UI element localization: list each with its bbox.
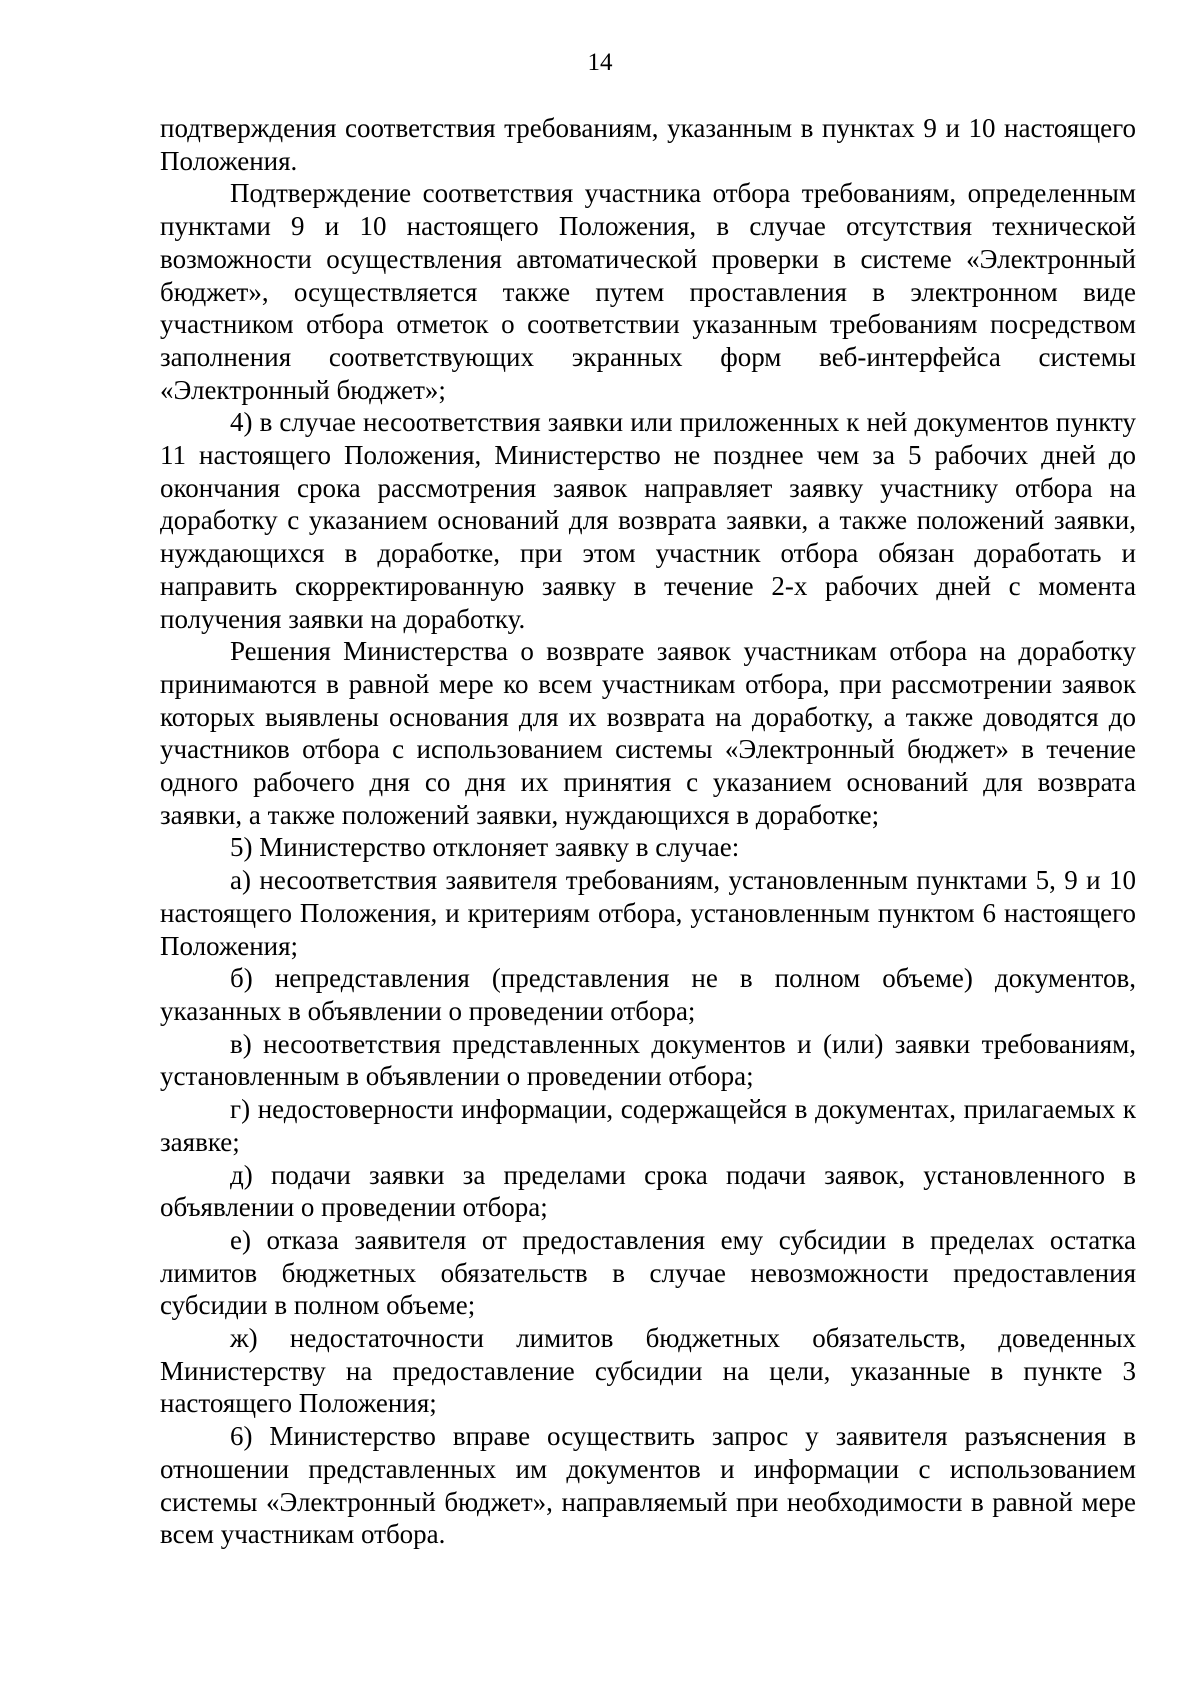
- paragraph-item-5zh: ж) недостаточности лимитов бюджетных обязательств, доведенных Министерству на предоставление субсидии на цели, указанные в пункте 3 настоящего Положения;: [160, 1323, 1136, 1419]
- paragraph-item-5e: е) отказа заявителя от предоставления ему субсидии в пределах остатка лимитов бюджетных обязательств в случае невозможности предоставления субсидии в полном объеме;: [160, 1224, 1136, 1321]
- paragraph-item-5a: а) несоответствия заявителя требованиям, установленным пунктами 5, 9 и 10 настоящего Положения, и критериям отбора, установленным пунктом 6 настоящего Положения;: [160, 865, 1136, 961]
- paragraph-item-5b: б) непредставления (представления не в полном объеме) документов, указанных в объявлении о проведении отбора;: [160, 963, 1136, 1026]
- paragraph-continuation: подтверждения соответствия требованиям, указанным в пунктах 9 и 10 настоящего Положения.: [160, 113, 1136, 176]
- paragraph-confirmation: Подтверждение соответствия участника отбора требованиям, определенным пунктами 9 и 10 настоящего Положения, в случае отсутствия технической возможности осуществления автоматической проверки в системе «Электронный бюджет», осуществляется также путем проставления в электронном виде участником отбора отметок о соответствии указанным требованиям посредством заполнения соответствующих экранных форм веб-интерфейса системы «Электронный бюджет»;: [160, 178, 1136, 405]
- paragraph-item-5: 5) Министерство отклоняет заявку в случае:: [230, 832, 740, 863]
- page-number: 14: [587, 49, 613, 76]
- paragraph-item-5v: в) несоответствия представленных документов и (или) заявки требованиям, установленным в объявлении о проведении отбора;: [160, 1028, 1136, 1092]
- paragraph-item-4: 4) в случае несоответствия заявки или приложенных к ней документов пункту 11 настоящего Положения, Министерство не позднее чем за 5 рабочих дней до окончания срока рассмотрения заявок направляет заявку участнику отбора на доработку с указанием оснований для возврата заявки, а также положений заявки, нуждающихся в доработке, при этом участник отбора обязан доработать и направить скорректированную заявку в течение 2-х рабочих дней с момента получения заявки на доработку.: [160, 407, 1136, 634]
- document-body: [160, 112, 1136, 1551]
- paragraph-item-6: 6) Министерство вправе осуществить запрос у заявителя разъяснения в отношении представленных им документов и информации с использованием системы «Электронный бюджет», направляемый при необходимости в равной мере всем участникам отбора.: [160, 1421, 1136, 1550]
- paragraph-item-5d: д) подачи заявки за пределами срока подачи заявок, установленного в объявлении о проведении отбора;: [160, 1159, 1136, 1223]
- paragraph-item-5g: г) недостоверности информации, содержащейся в документах, прилагаемых к заявке;: [160, 1094, 1136, 1157]
- paragraph-return-decisions: Решения Министерства о возврате заявок участникам отбора на доработку принимаются в равной мере ко всем участникам отбора, при рассмотрении заявок которых выявлены основания для их возврата на доработку, а также доводятся до участников отбора с использованием системы «Электронный бюджет» в течение одного рабочего дня со дня их принятия с указанием оснований для возврата заявки, а также положений заявки, нуждающихся в доработке;: [160, 636, 1136, 830]
